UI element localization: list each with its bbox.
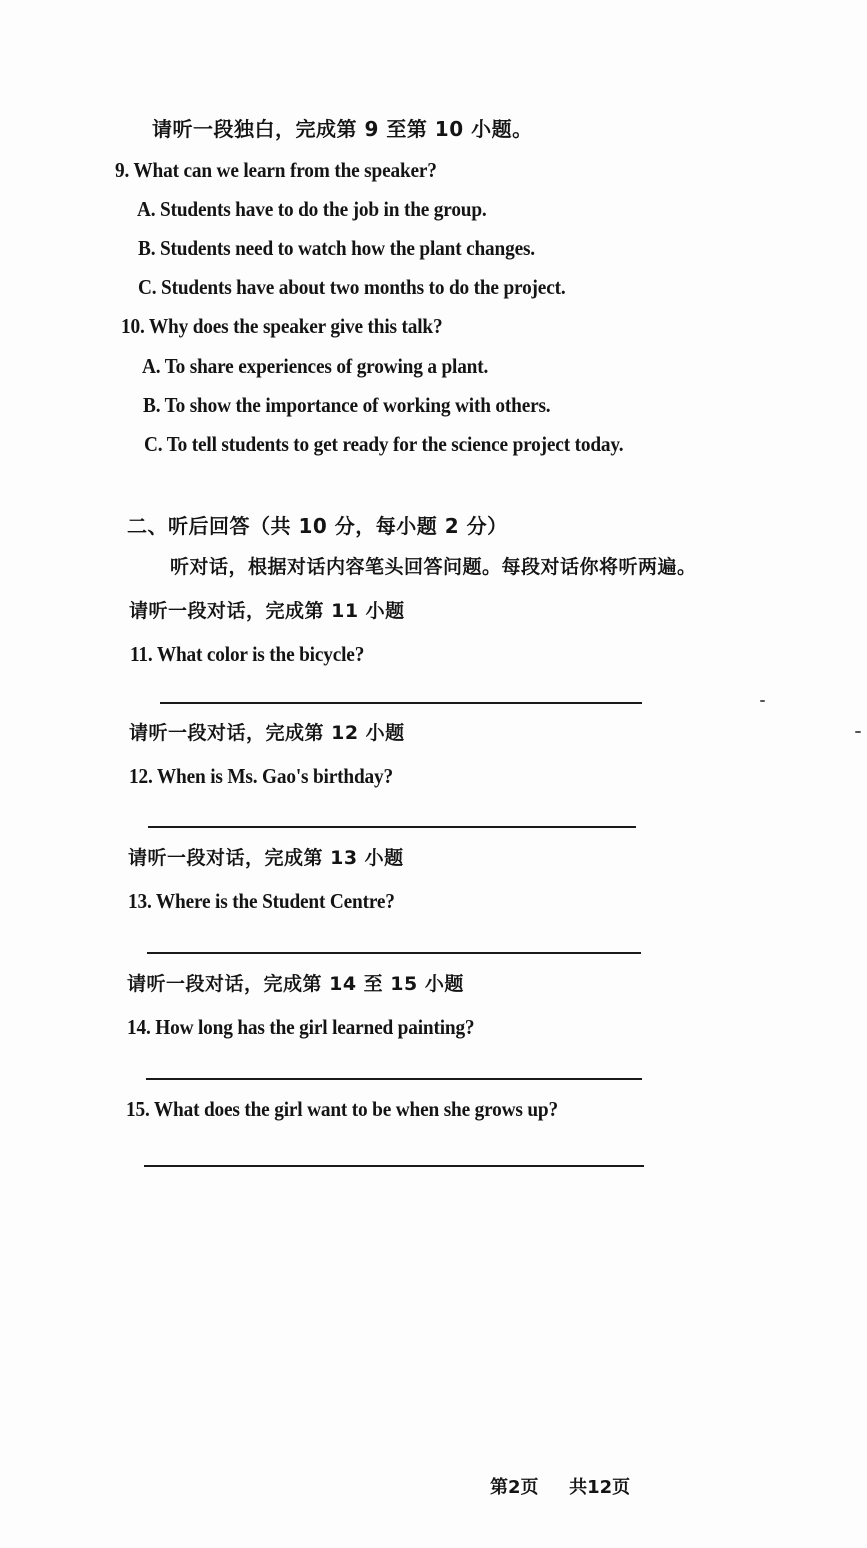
instruction-9-10: 请听一段独白，完成第 9 至第 10 小题。 xyxy=(152,117,533,141)
instruction-12: 请听一段对话，完成第 12 小题 xyxy=(129,722,405,744)
scan-speck xyxy=(760,700,765,702)
page-number xyxy=(490,1473,630,1499)
question-15-stem: 15. What does the girl want to be when she grows up? xyxy=(126,1097,558,1121)
question-10-option-a: A. To share experiences of growing a plant. xyxy=(142,354,489,378)
question-9-option-a: A. Students have to do the job in the group. xyxy=(137,197,487,221)
instruction-13: 请听一段对话，完成第 13 小题 xyxy=(128,847,404,869)
instruction-11: 请听一段对话，完成第 11 小题 xyxy=(129,600,405,622)
section-2-directions: 听对话，根据对话内容笔头回答问题。每段对话你将听两遍。 xyxy=(170,556,697,578)
answer-line-15[interactable] xyxy=(144,1165,644,1167)
question-9-stem: 9. What can we learn from the speaker? xyxy=(115,158,437,182)
question-9-option-c: C. Students have about two months to do the project. xyxy=(138,275,566,299)
instruction-14-15: 请听一段对话，完成第 14 至 15 小题 xyxy=(127,973,464,995)
answer-line-12[interactable] xyxy=(148,826,636,828)
question-14-stem: 14. How long has the girl learned painting? xyxy=(127,1015,475,1039)
answer-line-13[interactable] xyxy=(147,952,641,954)
page-total: 共12页 xyxy=(569,1477,631,1498)
answer-line-11[interactable] xyxy=(160,702,642,704)
page-current: 第2页 xyxy=(490,1477,539,1498)
section-2-heading: 二、听后回答（共 10 分，每小题 2 分） xyxy=(127,514,508,538)
question-12-stem: 12. When is Ms. Gao's birthday? xyxy=(129,764,393,788)
question-13-stem: 13. Where is the Student Centre? xyxy=(128,889,395,913)
scan-speck xyxy=(855,731,861,733)
question-10-stem: 10. Why does the speaker give this talk? xyxy=(121,314,443,338)
question-10-option-b: B. To show the importance of working with others. xyxy=(143,393,551,417)
answer-line-14[interactable] xyxy=(146,1078,642,1080)
question-11-stem: 11. What color is the bicycle? xyxy=(130,642,365,666)
question-9-option-b: B. Students need to watch how the plant changes. xyxy=(138,236,535,260)
question-10-option-c: C. To tell students to get ready for the science project today. xyxy=(144,432,624,456)
